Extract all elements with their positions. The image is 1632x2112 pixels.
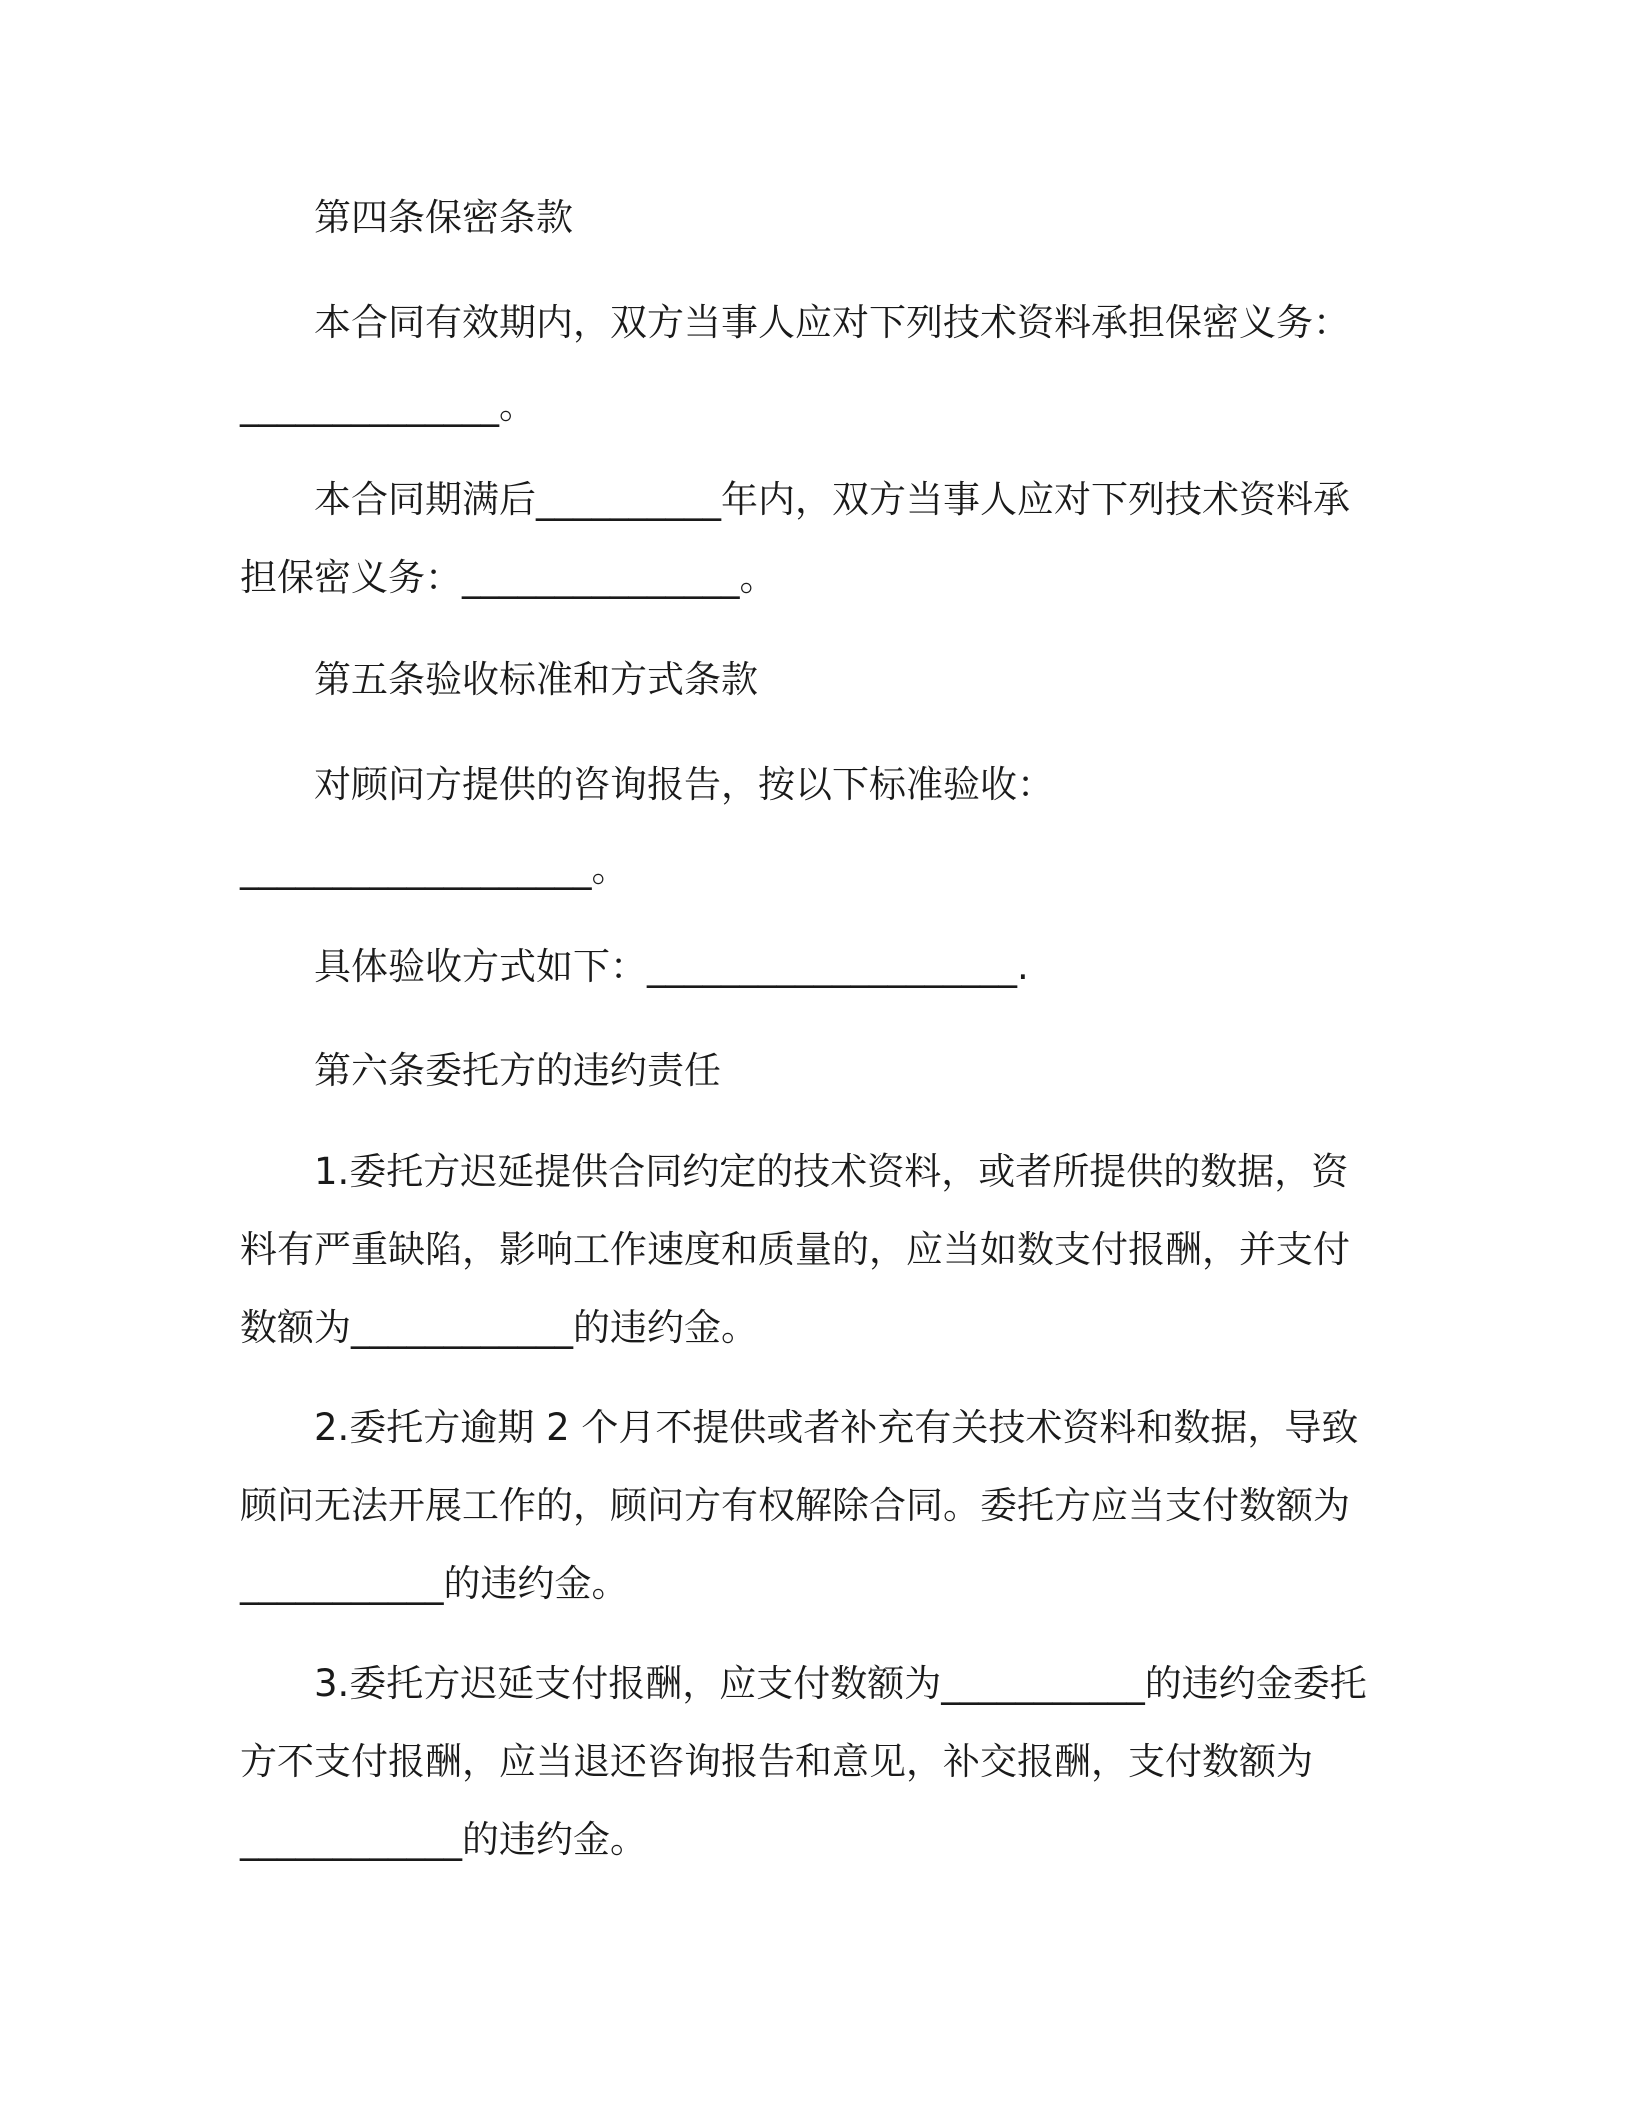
paragraph-line: 方不支付报酬，应当退还咨询报告和意见，补交报酬，支付数额为 [240, 1740, 1313, 1783]
paragraph-line: ______________。 [240, 384, 536, 427]
paragraph-line: ____________的违约金。 [240, 1818, 647, 1861]
paragraph-line: 料有严重缺陷，影响工作速度和质量的，应当如数支付报酬，并支付 [240, 1228, 1350, 1271]
paragraph-line: 本合同期满后__________年内，双方当事人应对下列技术资料承 [314, 478, 1350, 521]
paragraph-line: 本合同有效期内，双方当事人应对下列技术资料承担保密义务： [314, 301, 1350, 344]
paragraph-line: 对顾问方提供的咨询报告，按以下标准验收： [314, 763, 1054, 806]
paragraph-line: 数额为____________的违约金。 [240, 1306, 758, 1349]
paragraph-line: ___________________。 [240, 847, 629, 890]
paragraph-line: 1.委托方迟延提供合同约定的技术资料，或者所提供的数据，资 [314, 1150, 1349, 1193]
paragraph-line: 担保密义务：_______________。 [240, 556, 777, 599]
paragraph-line: 2.委托方逾期 2 个月不提供或者补充有关技术资料和数据，导致 [314, 1406, 1359, 1449]
paragraph-line: 具体验收方式如下：____________________. [314, 945, 1029, 988]
paragraph-line: 3.委托方迟延支付报酬，应支付数额为___________的违约金委托 [314, 1662, 1367, 1705]
paragraph-line: 顾问无法开展工作的，顾问方有权解除合同。委托方应当支付数额为 [240, 1484, 1350, 1527]
paragraph-line: ___________的违约金。 [240, 1562, 629, 1605]
article-6-heading: 第六条委托方的违约责任 [314, 1049, 721, 1092]
article-4-heading: 第四条保密条款 [314, 196, 573, 239]
article-5-heading: 第五条验收标准和方式条款 [314, 658, 758, 701]
